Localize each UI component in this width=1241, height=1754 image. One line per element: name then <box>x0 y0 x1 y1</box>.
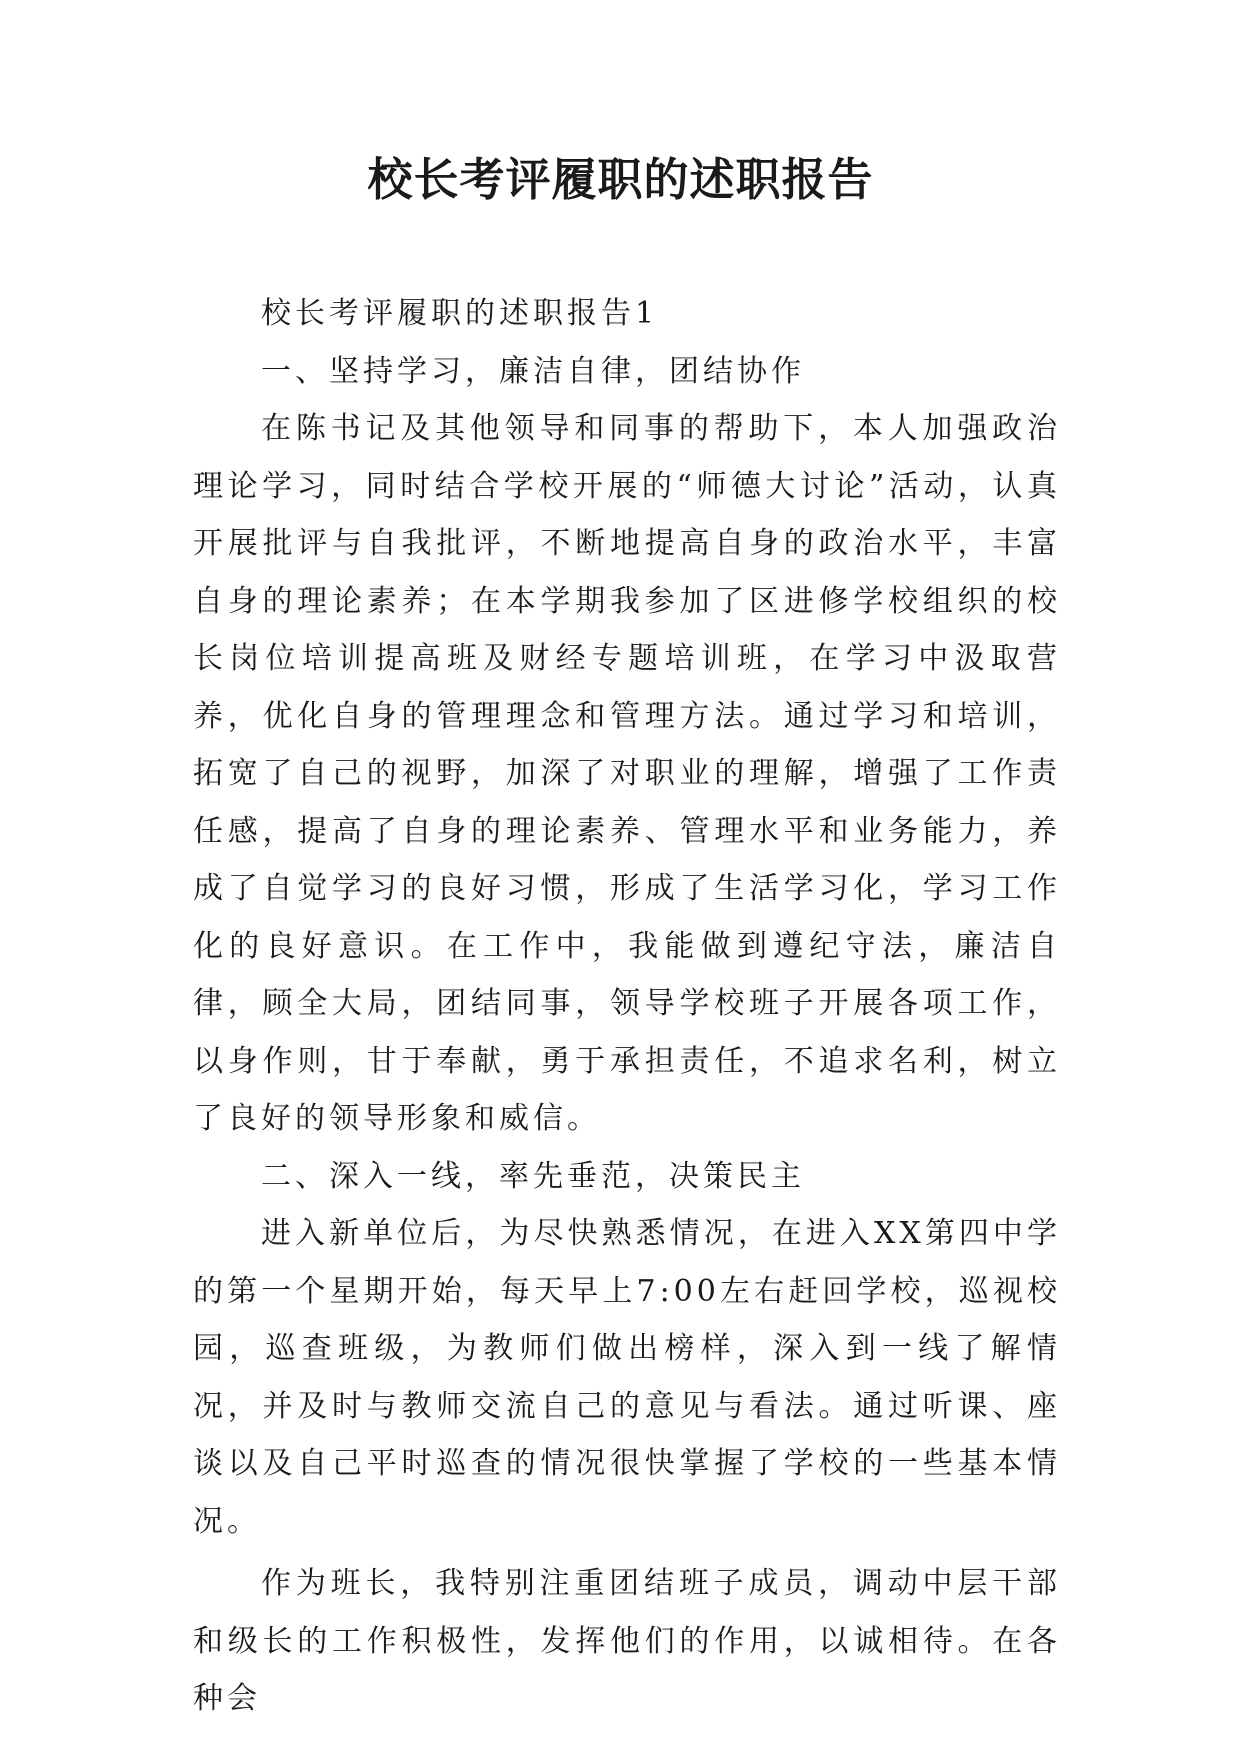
body-paragraph: 进入新单位后，为尽快熟悉情况，在进入XX第四中学的第一个星期开始，每天早上7:00左右赶回学校，巡视校园，巡查班级，为教师们做出榜样，深入到一线了解情况，并及时与教师交流自己的意见与看法。通过听课、座谈以及自己平时巡查的情况很快掌握了学校的一些基本情况。 <box>193 1216 1061 1539</box>
body-paragraph: 在陈书记及其他领导和同事的帮助下，本人加强政治理论学习，同时结合学校开展的“师德大讨论”活动，认真开展批评与自我批评，不断地提高自身的政治水平，丰富自身的理论素养；在本学期我参加了区进修学校组织的校长岗位培训提高班及财经专题培训班，在学习中汲取营养，优化自身的管理理念和管理方法。通过学习和培训，拓宽了自己的视野，加深了对职业的理解，增强了工作责任感，提高了自身的理论素养、管理水平和业务能力，养成了自觉学习的良好习惯，形成了生活学习化，学习工作化的良好意识。在工作中，我能做到遵纪守法，廉洁自律，顾全大局，团结同事，领导学校班子开展各项工作，以身作则，甘于奉献，勇于承担责任，不追求名利，树立了良好的领导形象和威信。 <box>193 411 1061 1136</box>
section-heading-2: 二、深入一线，率先垂范，决策民主 <box>261 1158 805 1194</box>
document-body <box>193 285 1061 1728</box>
document-title: 校长考评履职的述职报告 <box>367 153 874 206</box>
report-subtitle: 校长考评履职的述职报告1 <box>261 296 659 331</box>
body-paragraph: 作为班长，我特别注重团结班子成员，调动中层干部和级长的工作积极性，发挥他们的作用，以诚相待。在各种会 <box>193 1566 1061 1716</box>
section-heading-1: 一、坚持学习，廉洁自律，团结协作 <box>261 353 805 389</box>
